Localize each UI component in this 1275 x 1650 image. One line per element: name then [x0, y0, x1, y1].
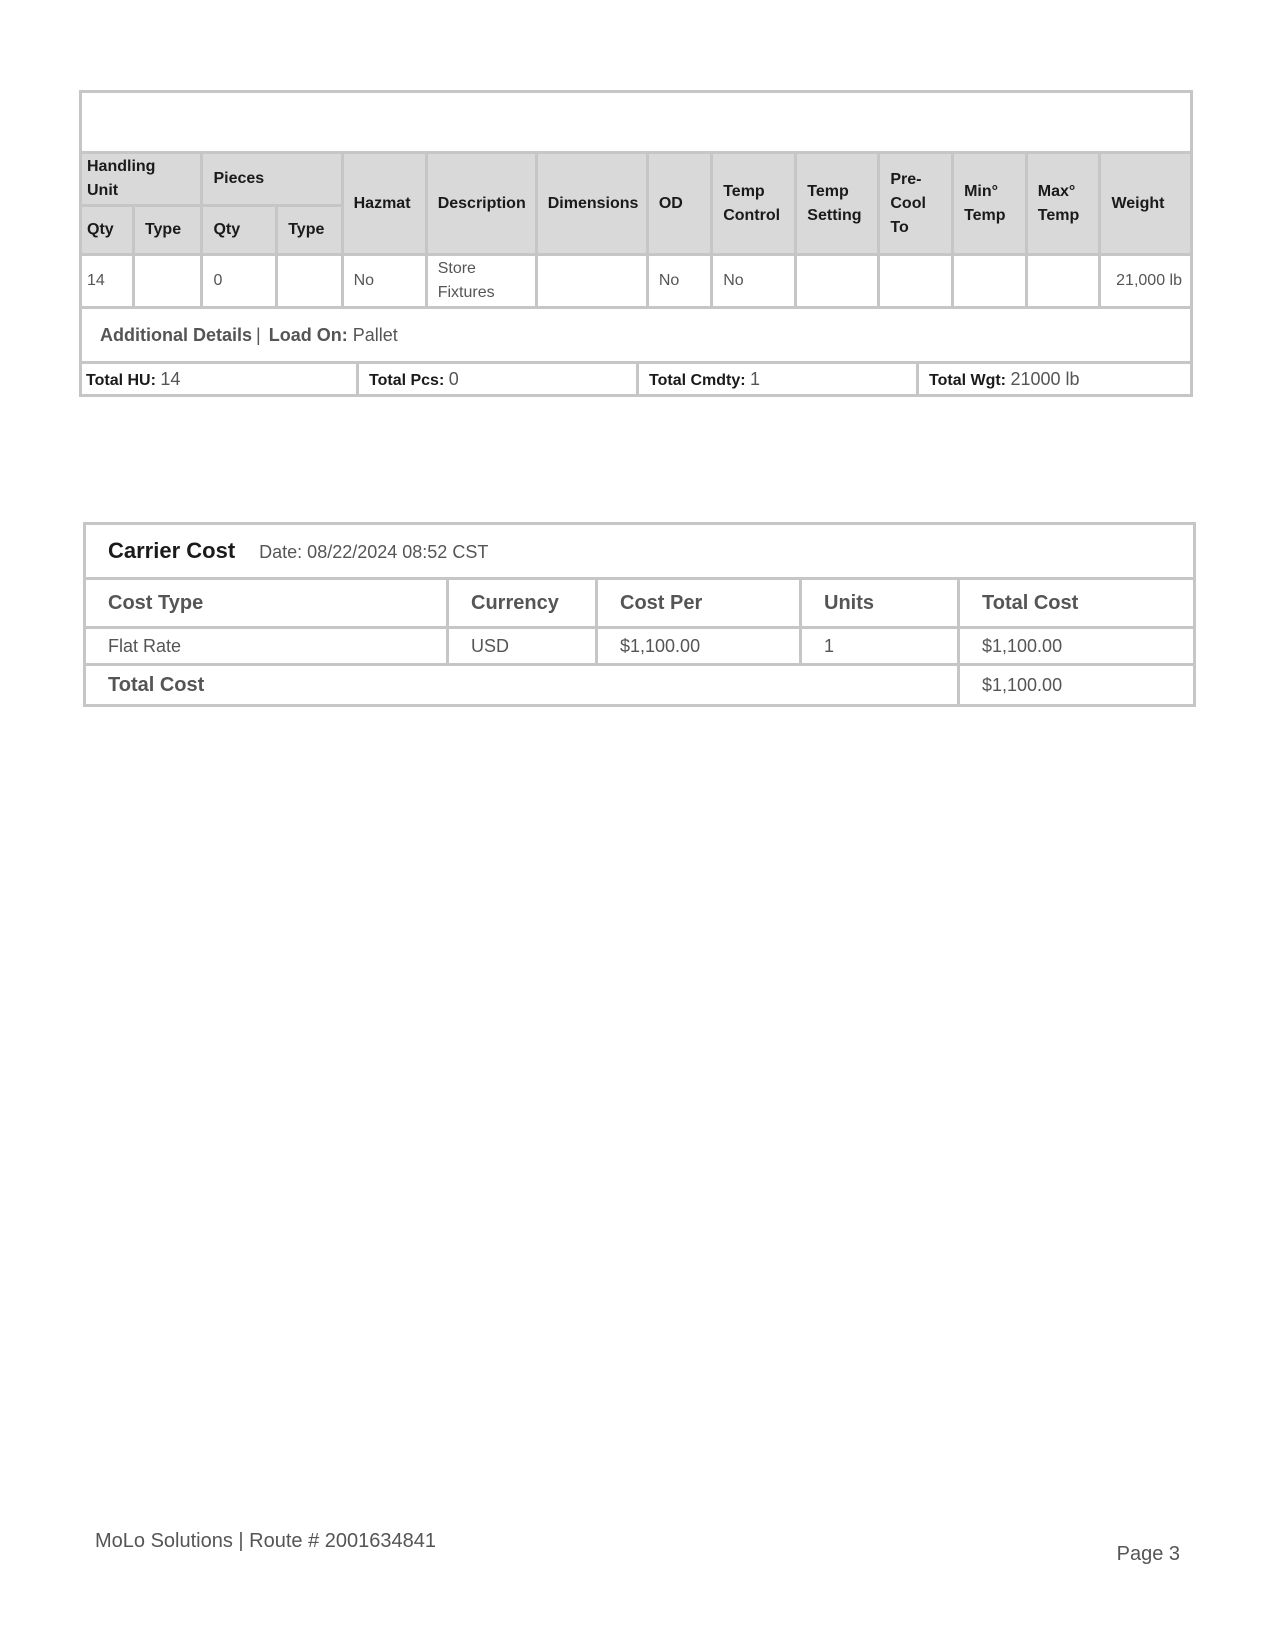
- total-cost-label: Total Cost: [85, 665, 959, 706]
- load-on-label: Load On:: [268, 324, 348, 345]
- cell-dimensions: [536, 255, 647, 308]
- cell-od: No: [647, 255, 711, 308]
- load-on-value: Pallet: [352, 324, 398, 345]
- cell-cost-per: $1,100.00: [597, 628, 801, 665]
- details-separator: |: [256, 324, 261, 345]
- total-cmdty-value: 1: [750, 369, 761, 389]
- header-units: Units: [801, 579, 959, 628]
- cell-units: 1: [801, 628, 959, 665]
- footer-route: MoLo Solutions | Route # 2001634841: [95, 1530, 437, 1552]
- total-hu-value: 14: [160, 369, 181, 389]
- total-pcs: [359, 364, 639, 394]
- header-dimensions: Dimensions: [536, 153, 647, 255]
- cell-pc-qty: 0: [202, 255, 277, 308]
- header-hu-qty: Qty: [81, 206, 134, 255]
- header-max-temp: Max° Temp: [1026, 153, 1100, 255]
- cell-description: Store Fixtures: [426, 255, 536, 308]
- carrier-cost-section: [83, 522, 1193, 707]
- header-weight: Weight: [1100, 153, 1192, 255]
- header-min-temp: Min° Temp: [953, 153, 1027, 255]
- total-wgt-label: Total Wgt:: [929, 372, 1007, 389]
- header-pc-type: Type: [277, 206, 342, 255]
- total-cmdty-label: Total Cmdty:: [649, 372, 746, 389]
- commodity-table: [79, 90, 1193, 364]
- table-row: [81, 255, 1192, 308]
- total-wgt: [919, 364, 1190, 394]
- additional-details-label: Additional Details: [100, 324, 253, 345]
- header-cost-per: Cost Per: [597, 579, 801, 628]
- header-pre-cool-to: Pre-Cool To: [879, 153, 953, 255]
- header-temp-setting: Temp Setting: [796, 153, 879, 255]
- carrier-cost-date: Date: 08/22/2024 08:52 CST: [259, 542, 489, 562]
- totals-bar: [79, 364, 1193, 397]
- cell-currency: USD: [448, 628, 597, 665]
- total-hu-label: Total HU:: [86, 372, 156, 389]
- header-pc-qty: Qty: [202, 206, 277, 255]
- cell-min-temp: [953, 255, 1027, 308]
- cell-max-temp: [1026, 255, 1100, 308]
- cell-pc-type: [277, 255, 342, 308]
- header-handling-unit: Handling Unit: [81, 153, 202, 206]
- header-hazmat: Hazmat: [342, 153, 426, 255]
- carrier-cost-title: Carrier Cost: [108, 538, 236, 563]
- page-number: Page 3: [1116, 1543, 1180, 1565]
- commodity-section: [79, 90, 1193, 397]
- carrier-cost-table: [83, 522, 1196, 707]
- carrier-cost-total-row: [85, 665, 1195, 706]
- header-currency: Currency: [448, 579, 597, 628]
- table-row: [85, 628, 1195, 665]
- total-pcs-label: Total Pcs:: [369, 372, 445, 389]
- header-hu-type: Type: [133, 206, 202, 255]
- carrier-cost-title-row: [85, 524, 1195, 579]
- cell-hazmat: No: [342, 255, 426, 308]
- cell-temp-setting: [796, 255, 879, 308]
- total-wgt-value: 21000 lb: [1010, 369, 1080, 389]
- additional-details-cell: [81, 308, 1192, 363]
- cell-pre-cool-to: [879, 255, 953, 308]
- total-hu: [82, 364, 359, 394]
- carrier-cost-header-row: [85, 579, 1195, 628]
- header-temp-control: Temp Control: [712, 153, 796, 255]
- header-total-cost: Total Cost: [959, 579, 1195, 628]
- additional-details-row: [81, 308, 1192, 363]
- header-od: OD: [647, 153, 711, 255]
- commodity-header-row-1: [81, 153, 1192, 206]
- cell-hu-type: [133, 255, 202, 308]
- carrier-cost-title-cell: [85, 524, 1195, 579]
- header-cost-type: Cost Type: [85, 579, 448, 628]
- commodity-blank-row: [81, 92, 1192, 153]
- cell-total-cost: $1,100.00: [959, 628, 1195, 665]
- cell-temp-control: No: [712, 255, 796, 308]
- total-pcs-value: 0: [448, 369, 459, 389]
- header-pieces: Pieces: [202, 153, 342, 206]
- blank-cell: [81, 92, 1192, 153]
- header-description: Description: [426, 153, 536, 255]
- total-cost-value: $1,100.00: [959, 665, 1195, 706]
- total-cmdty: [639, 364, 919, 394]
- cell-cost-type: Flat Rate: [85, 628, 448, 665]
- cell-hu-qty: 14: [81, 255, 134, 308]
- cell-weight: 21,000 lb: [1100, 255, 1192, 308]
